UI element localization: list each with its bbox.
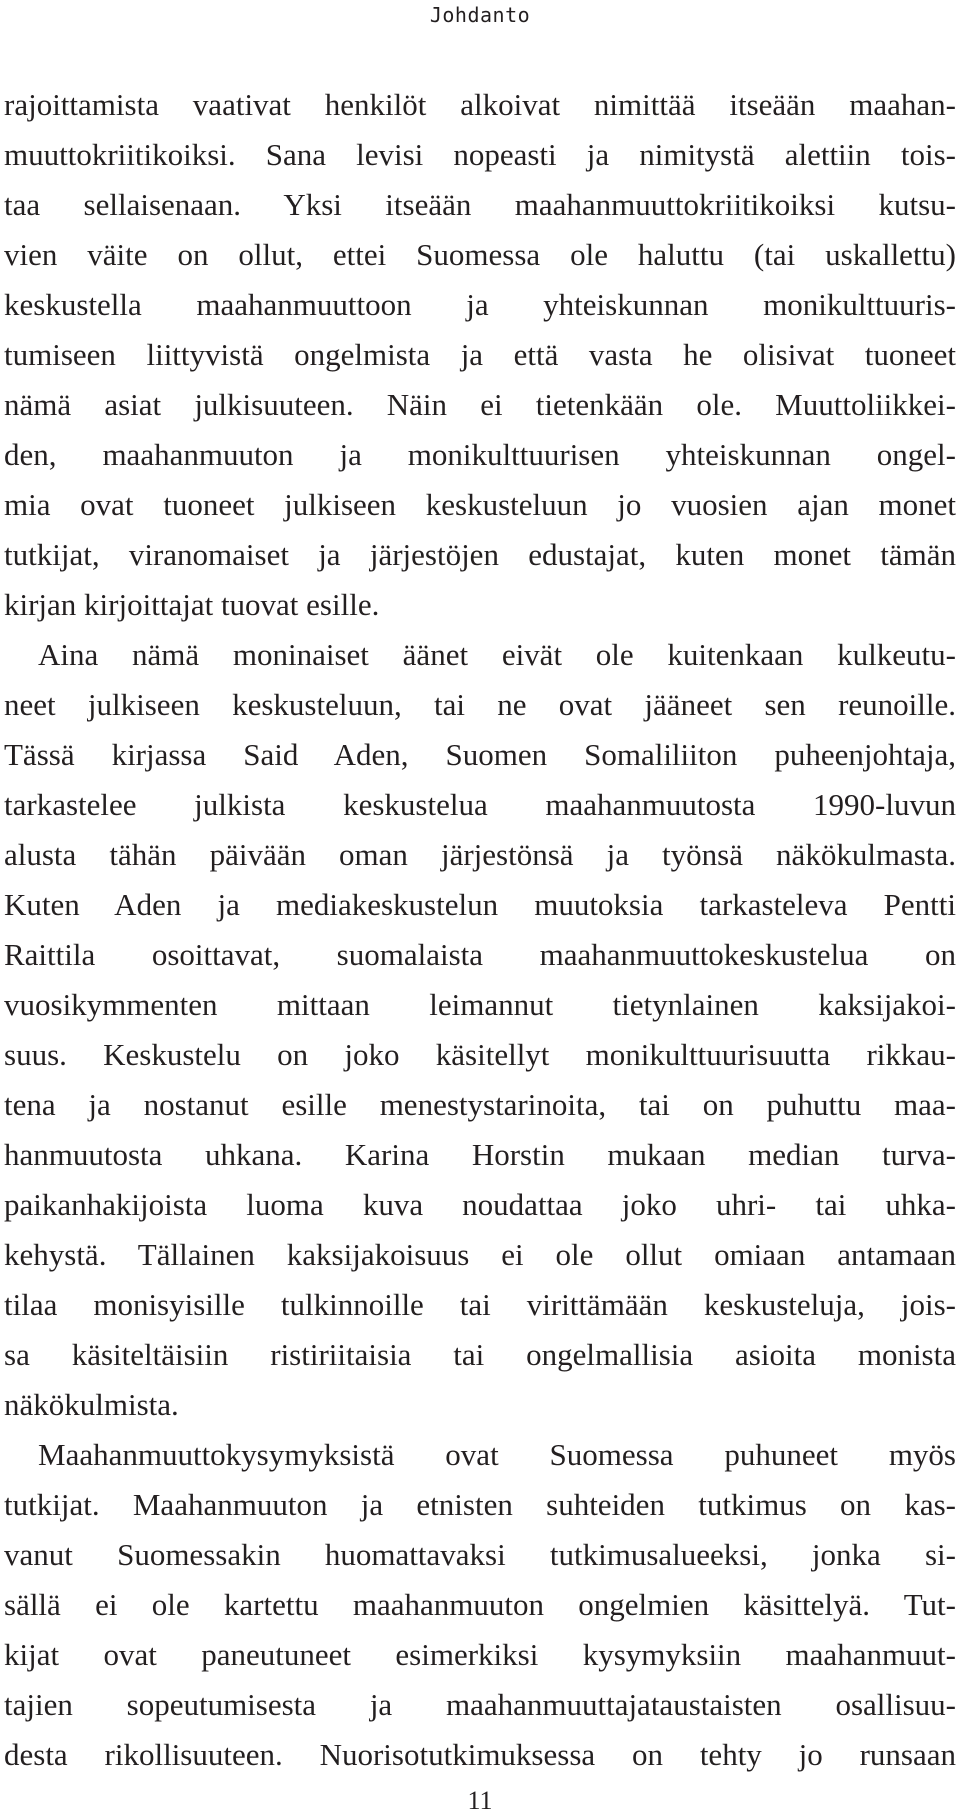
text-line: Raittila osoittavat, suomalaista maahanmuuttokeskustelua on bbox=[4, 937, 956, 972]
text-line: taa sellaisenaan. Yksi itseään maahanmuuttokriitikoiksi kutsu- bbox=[4, 187, 956, 222]
text-line: kijat ovat paneutuneet esimerkiksi kysymyksiin maahanmuut- bbox=[4, 1637, 956, 1672]
text-line: neet julkiseen keskusteluun, tai ne ovat jääneet sen reunoille. bbox=[4, 687, 956, 722]
body-text bbox=[4, 80, 956, 1780]
text-line: mia ovat tuoneet julkiseen keskusteluun jo vuosien ajan monet bbox=[4, 487, 956, 522]
text-line: vien väite on ollut, ettei Suomessa ole haluttu (tai uskallettu) bbox=[4, 237, 956, 272]
running-head: Johdanto bbox=[429, 3, 531, 27]
text-line: tajien sopeutumisesta ja maahanmuuttajataustaisten osallisuu- bbox=[4, 1687, 956, 1722]
text-line: hanmuutosta uhkana. Karina Horstin mukaan median turva- bbox=[4, 1137, 956, 1172]
text-line: tena ja nostanut esille menestystarinoita, tai on puhuttu maa- bbox=[4, 1087, 956, 1122]
text-line: Maahanmuuttokysymyksistä ovat Suomessa puhuneet myös bbox=[38, 1437, 956, 1472]
text-line: sällä ei ole kartettu maahanmuuton ongelmien käsittelyä. Tut- bbox=[4, 1587, 956, 1622]
text-line: rajoittamista vaativat henkilöt alkoivat nimittää itseään maahan- bbox=[4, 87, 956, 122]
page-number: 11 bbox=[467, 1786, 493, 1815]
text-line: paikanhakijoista luoma kuva noudattaa joko uhri- tai uhka- bbox=[4, 1187, 956, 1222]
text-line: keskustella maahanmuuttoon ja yhteiskunnan monikulttuuris- bbox=[4, 287, 956, 322]
text-line: kirjan kirjoittajat tuovat esille. bbox=[4, 587, 380, 622]
text-line: den, maahanmuuton ja monikulttuurisen yhteiskunnan ongel- bbox=[4, 437, 956, 472]
text-line: alusta tähän päivään oman järjestönsä ja työnsä näkökulmasta. bbox=[4, 837, 956, 872]
text-line: tutkijat. Maahanmuuton ja etnisten suhteiden tutkimus on kas- bbox=[4, 1487, 956, 1522]
text-line: Kuten Aden ja mediakeskustelun muutoksia tarkasteleva Pentti bbox=[4, 887, 956, 922]
text-line: Tässä kirjassa Said Aden, Suomen Somaliliiton puheenjohtaja, bbox=[4, 737, 956, 772]
text-line: vuosikymmenten mittaan leimannut tietynlainen kaksijakoi- bbox=[4, 987, 956, 1022]
text-line: Aina nämä moninaiset äänet eivät ole kuitenkaan kulkeutu- bbox=[38, 637, 956, 672]
text-line: sa käsiteltäisiin ristiriitaisia tai ongelmallisia asioita monista bbox=[4, 1337, 956, 1372]
text-line: muuttokriitikoiksi. Sana levisi nopeasti ja nimitystä alettiin tois- bbox=[4, 137, 956, 172]
text-line: desta rikollisuuteen. Nuorisotutkimuksessa on tehty jo runsaan bbox=[4, 1737, 956, 1772]
text-line: vanut Suomessakin huomattavaksi tutkimusalueeksi, jonka si- bbox=[4, 1537, 956, 1572]
text-line: näkökulmista. bbox=[4, 1387, 179, 1422]
text-line: tumiseen liittyvistä ongelmista ja että vasta he olisivat tuoneet bbox=[4, 337, 956, 372]
text-line: suus. Keskustelu on joko käsitellyt monikulttuurisuutta rikkau- bbox=[4, 1037, 956, 1072]
text-line: nämä asiat julkisuuteen. Näin ei tietenkään ole. Muuttoliikkei- bbox=[4, 387, 956, 422]
text-line: tilaa monisyisille tulkinnoille tai virittämään keskusteluja, jois- bbox=[4, 1287, 956, 1322]
text-line: tarkastelee julkista keskustelua maahanmuutosta 1990-luvun bbox=[4, 787, 956, 822]
text-line: kehystä. Tällainen kaksijakoisuus ei ole ollut omiaan antamaan bbox=[4, 1237, 956, 1272]
text-line: tutkijat, viranomaiset ja järjestöjen edustajat, kuten monet tämän bbox=[4, 537, 956, 572]
